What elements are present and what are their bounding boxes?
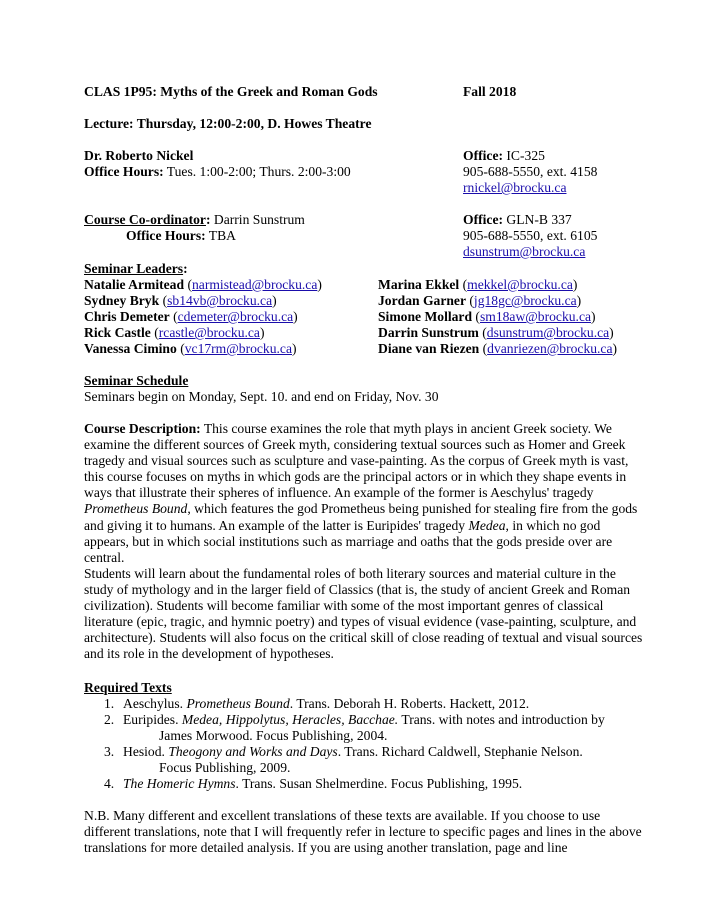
leader-name: Rick Castle [84,325,151,340]
text-item-2-cont: James Morwood. Focus Publishing, 2004. [159,728,388,743]
text-item-details: . Trans. Susan Shelmerdine. Focus Publishing, 1995. [235,776,523,791]
leader-name: Marina Ekkel [378,277,460,292]
leader-name: Sydney Bryk [84,293,160,308]
leader-name: Vanessa Cimino [84,341,177,356]
course-title: CLAS 1P95: Myths of the Greek and Roman Gods [84,84,378,99]
coordinator-phone: 905-688-5550, ext. 6105 [463,228,598,243]
seminar-leaders-heading [84,261,188,277]
text-item-details: . Trans. Deborah H. Roberts. Hackett, 2012. [289,696,530,711]
coordinator-hours [126,228,236,244]
text-item-1 [123,696,529,712]
description-title-medea: Medea [468,517,506,533]
leader-email-link[interactable]: sm18aw@brocku.ca [479,309,592,324]
text-item-4-num: 4. [104,776,115,791]
instructor-office [463,148,545,164]
leader-name: Natalie Armitead [84,277,185,292]
instructor-office-label: Office: [463,148,503,163]
instructor-hours-value: Tues. 1:00-2:00; Thurs. 2:00-3:00 [163,164,351,179]
text-item-3 [123,744,583,760]
coordinator-hours-label: Office Hours: [126,228,206,243]
leader-email-link[interactable]: mekkel@brocku.ca [467,277,573,292]
text-item-author: Aeschylus. [123,696,187,711]
instructor-office-value: IC-325 [503,148,545,163]
coordinator-email-link[interactable]: dsunstrum@brocku.ca [463,244,586,259]
text-item-3-cont: Focus Publishing, 2009. [159,760,291,775]
nb-paragraph: N.B. Many different and excellent translations of these texts are available. If you choose to use different translations, note that I will frequently refer in lecture to specific pages and lines in the above translations for more detailed analysis. If you are using another translation, page and line [84,808,642,856]
coordinator-colon: : [205,212,211,227]
description-paragraph-2: Students will learn about the fundamental roles of both literary sources and material culture in the study of mythology and in the larger field of Classics (that is, the study of ancient Greek and Roman civilization). Students will become familiar with some of the most important genres of classical literature (epic, tragic, and hymnic poetry) and types of visual evidence (vase-painting, sculpture, and architecture). Students will also focus on the critical skill of close reading of textual and visual sources and its role in the development of hypotheses. [84,565,643,662]
leader-right-3: Darrin Sunstrum (dsunstrum@brocku.ca) [378,325,614,340]
description-label: Course Description: [84,421,201,436]
leader-email-link[interactable]: sb14vb@brocku.ca [167,293,273,308]
leader-email-link[interactable]: dvanriezen@brocku.ca [487,341,613,356]
leader-email-link[interactable]: jg18gc@brocku.ca [473,293,577,308]
seminar-leaders-heading-text: Seminar Leaders [84,261,184,276]
course-description [84,421,644,662]
coordinator-office [463,212,572,228]
text-item-details: . Trans. Richard Caldwell, Stephanie Nelson. [337,744,583,759]
leader-name: Simone Mollard [378,309,473,324]
leader-email-link[interactable]: cdemeter@brocku.ca [177,309,294,324]
leader-left-4: Vanessa Cimino (vc17rm@brocku.ca) [84,341,297,356]
text-item-title: Medea, Hippolytus, Heracles, Bacchae. [181,712,399,727]
leader-right-0: Marina Ekkel (mekkel@brocku.ca) [378,277,578,292]
coordinator-name: Darrin Sunstrum [210,212,305,227]
description-text: , in which no god appears, but in which social institutions such as marriage and oaths that the gods preside over are central. [84,517,613,565]
description-title-prometheus: Prometheus Bound [84,501,188,517]
text-item-1-num: 1. [104,696,115,711]
instructor-hours-label: Office Hours: [84,164,164,179]
text-item-author: Hesiod. [123,744,169,759]
text-item-4 [123,776,522,792]
course-term: Fall 2018 [463,84,517,99]
instructor-phone: 905-688-5550, ext. 4158 [463,164,598,179]
text-item-details: Trans. with notes and introduction by [398,712,605,727]
leader-name: Diane van Riezen [378,341,480,356]
leader-left-1: Sydney Bryk (sb14vb@brocku.ca) [84,293,277,308]
text-item-title: Theogony and Works and Days [168,744,338,759]
instructor-email-link[interactable]: rnickel@brocku.ca [463,180,567,195]
leader-email-link[interactable]: rcastle@brocku.ca [158,325,260,340]
leader-right-4: Diane van Riezen (dvanriezen@brocku.ca) [378,341,618,356]
description-text: , which features the god Prometheus being punished for stealing fire from the gods and giving it to humans. An example of the latter is Euripides' tragedy [84,501,638,533]
text-item-title: Prometheus Bound [186,696,290,711]
leader-left-0: Natalie Armitead (narmistead@brocku.ca) [84,277,322,292]
text-item-2 [123,712,605,728]
description-text: This course examines the role that myth plays in ancient Greek society. We examine the different sources of Greek myth, considering textual sources such as Homer and Greek tragedy and visual sources such as sculpture and vase-painting. As the corpus of Greek myth is vast, this course focuses on myths in which gods are the principal actors or in which they shape events in ways that illustrate their spheres of influence. An example of the former is Aeschylus' tragedy [84,421,629,501]
coordinator-office-label: Office: [463,212,503,227]
seminar-leaders-colon: : [183,261,188,276]
leader-name: Chris Demeter [84,309,170,324]
leader-name: Jordan Garner [378,293,466,308]
leader-email-link[interactable]: vc17rm@brocku.ca [184,341,292,356]
schedule-text: Seminars begin on Monday, Sept. 10. and end on Friday, Nov. 30 [84,389,439,404]
coordinator-hours-value: TBA [205,228,236,243]
text-item-2-num: 2. [104,712,115,727]
instructor-hours [84,164,351,180]
leader-right-2: Simone Mollard (sm18aw@brocku.ca) [378,309,596,324]
required-texts-heading: Required Texts [84,680,172,695]
instructor-name: Dr. Roberto Nickel [84,148,194,163]
leader-right-1: Jordan Garner (jg18gc@brocku.ca) [378,293,582,308]
text-item-3-num: 3. [104,744,115,759]
leader-left-3: Rick Castle (rcastle@brocku.ca) [84,325,265,340]
leader-name: Darrin Sunstrum [378,325,479,340]
coordinator-line [84,212,305,228]
coordinator-office-value: GLN-B 337 [503,212,572,227]
coordinator-label: Course Co-ordinator [84,212,206,227]
text-item-author: Euripides. [123,712,182,727]
lecture-info: Lecture: Thursday, 12:00-2:00, D. Howes Theatre [84,116,372,131]
description-paragraph-1 [84,421,644,566]
text-item-title: The Homeric Hymns [123,776,236,791]
leader-email-link[interactable]: dsunstrum@brocku.ca [486,325,610,340]
leader-email-link[interactable]: narmistead@brocku.ca [191,277,318,292]
schedule-heading: Seminar Schedule [84,373,189,388]
leader-left-2: Chris Demeter (cdemeter@brocku.ca) [84,309,298,324]
